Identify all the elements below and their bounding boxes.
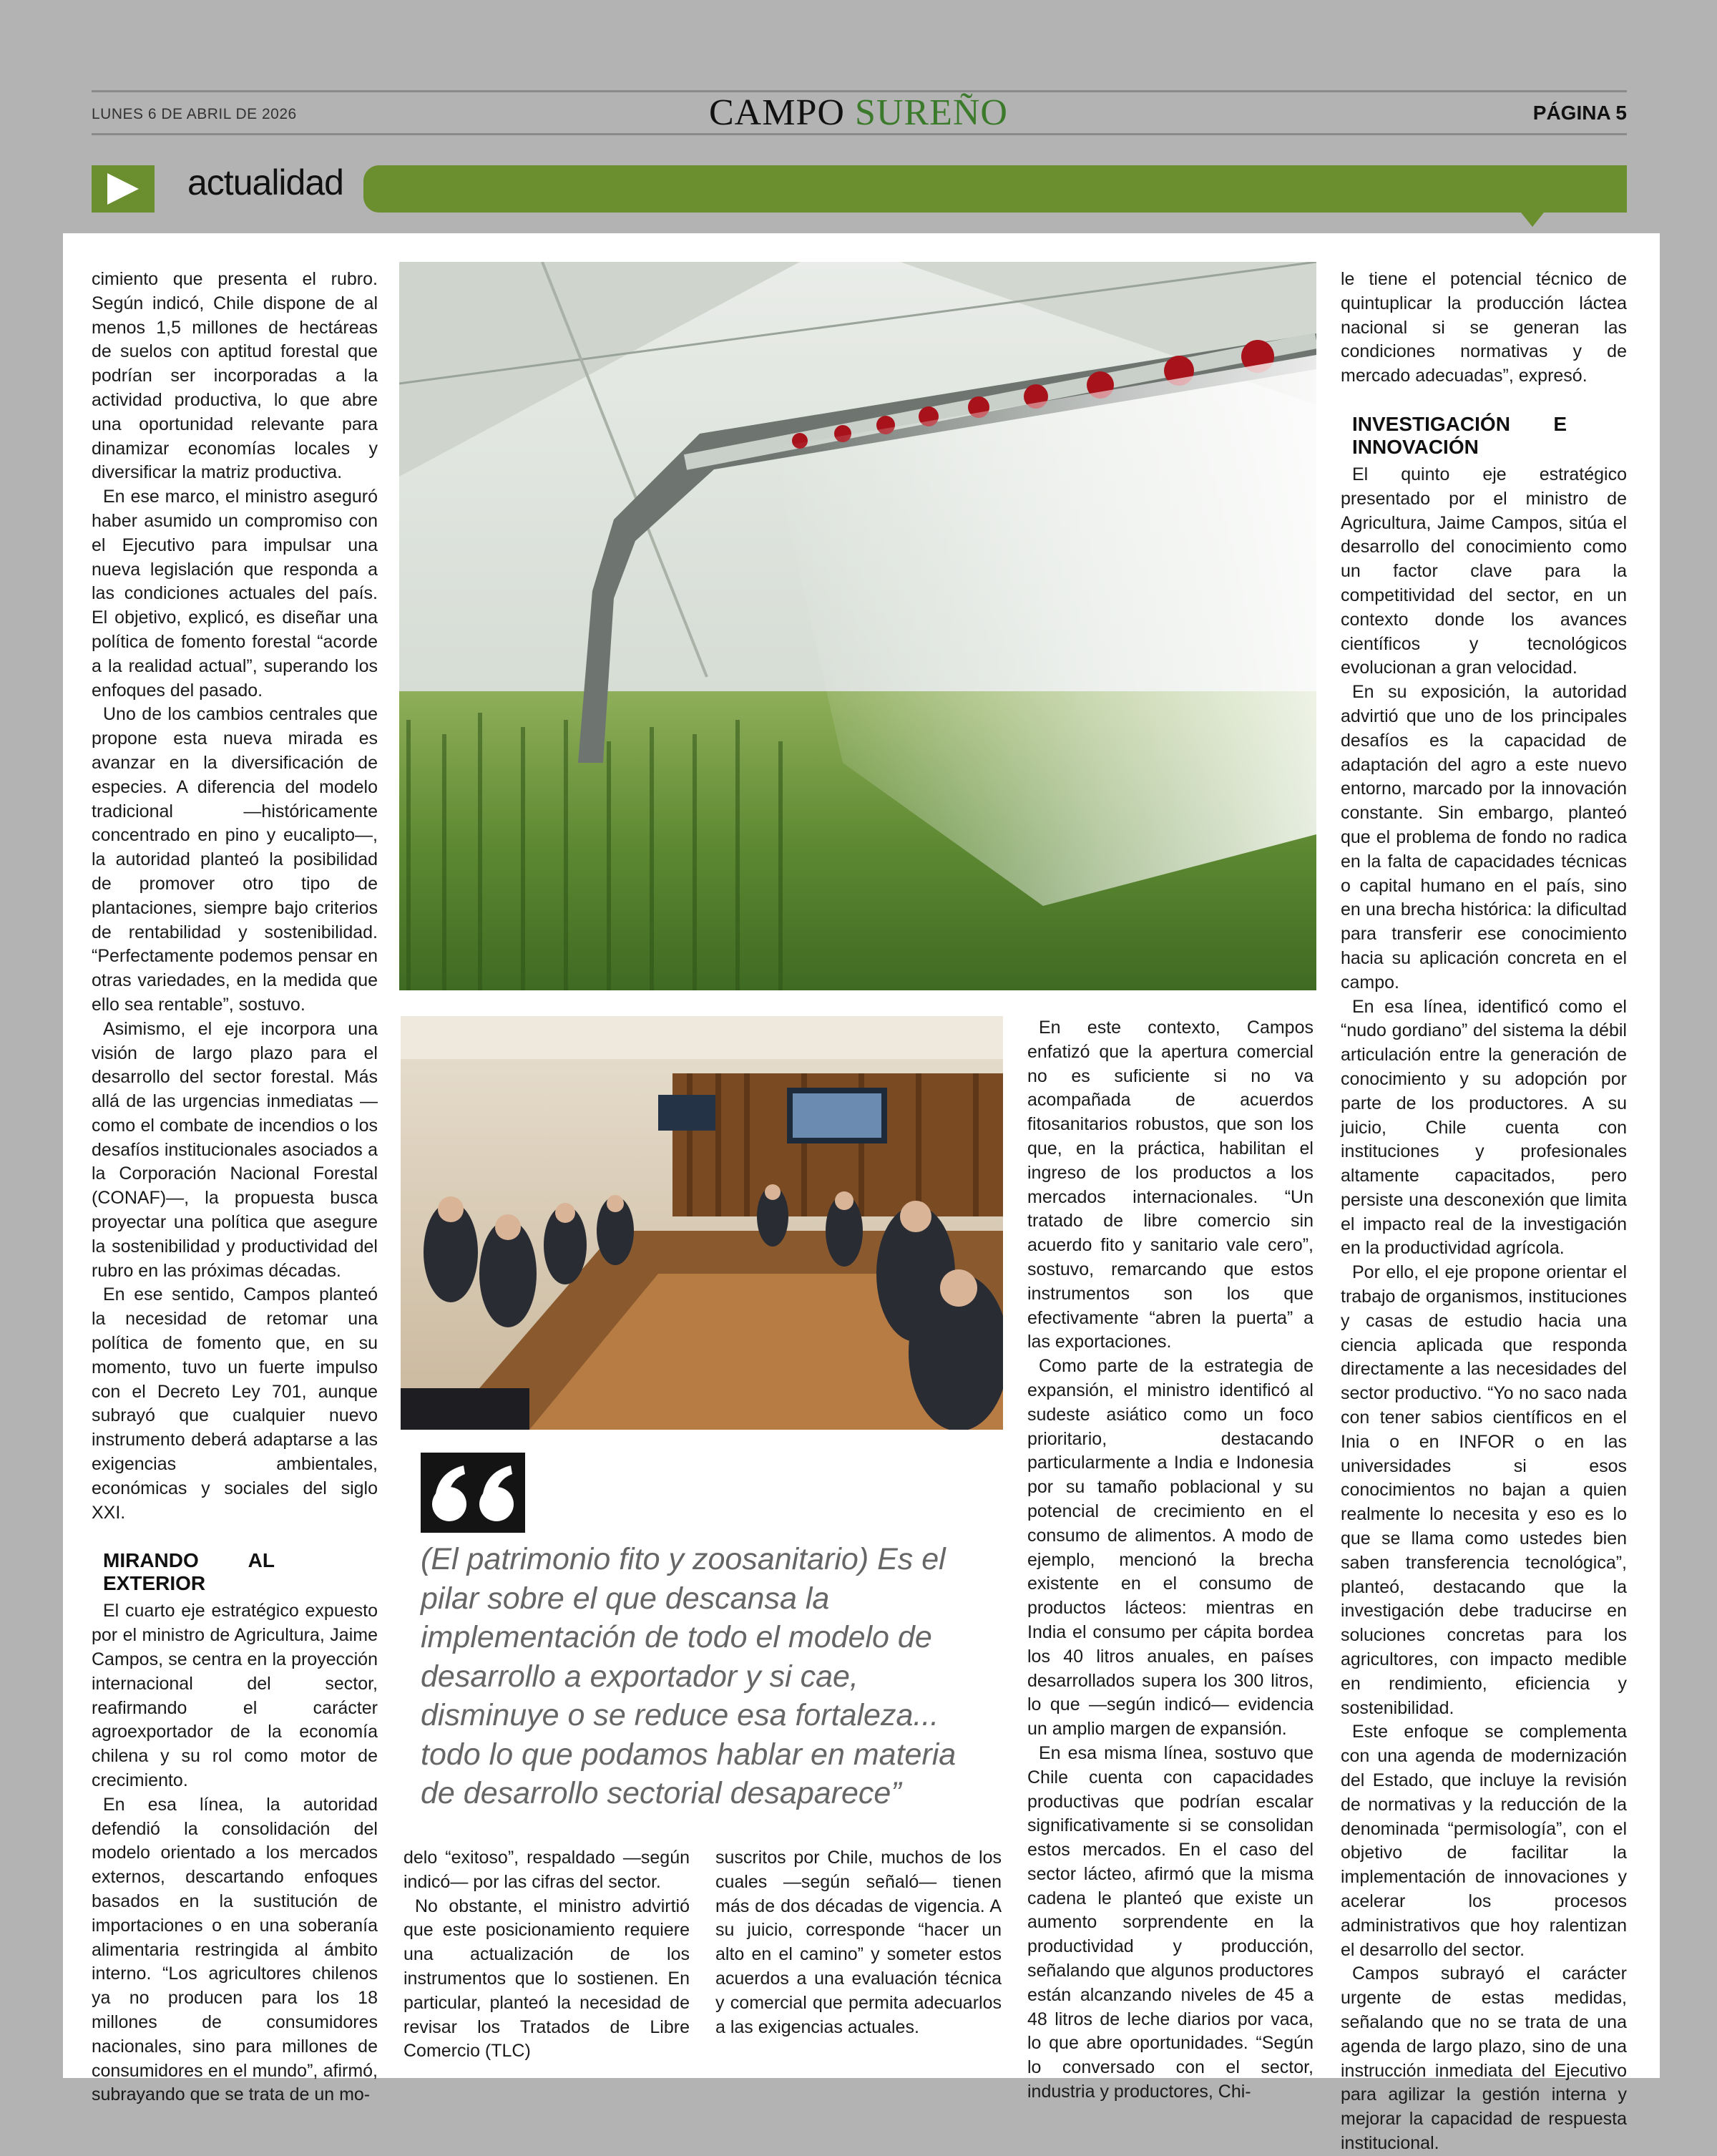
section-label: actualidad — [187, 162, 343, 203]
paragraph: En esa misma línea, sostuvo que Chile cuenta con capacidades productivas que podrían escalar significativamente si se consolidan estos mercados. En el caso del sector lácteo, afirmó que la misma cadena le planteó que existe un aumento sorprendente en la productividad y producción, señalando que algunos productores están alcanzando niveles de 45 a 48 litros de leche diarios por vaca, lo que abre oportunidades. “Según lo conversado con el sector, industria y productores, Chi- — [1027, 1742, 1314, 2102]
paragraph: Asimismo, el eje incorpora una visión de largo plazo para el desarrollo del sector forestal. Más allá de las urgencias inmediatas —como el combate de incendios o los desafíos institucionales asociados a la Corporación Nacional Forestal (CONAF)—, la propuesta busca proyectar una política que asegure la sostenibilidad y productividad del rubro en las próximas décadas. — [92, 1018, 378, 1281]
masthead-sureno: SUREÑO — [854, 92, 1008, 133]
pull-quote: (El patrimonio fito y zoosanitario) Es el pilar sobre el que descansa la implementación de todo el modelo de desarrollo a exportador y si cae, disminuye o se reduce esa fortaleza... todo lo que podamos hablar en materia de desarrollo sectorial desaparece” — [421, 1542, 957, 1810]
paragraph: Este enfoque se complementa con una agenda de modernización del Estado, que incluye la revisión de normativas y la reducción de la denominada “permisología”, con el objetivo de facilitar la implementación de innovaciones y acelerar los procesos administrativos que hoy ralentizan el desarrollo del sector. — [1341, 1722, 1627, 1960]
issue-date: LUNES 6 DE ABRIL DE 2026 — [92, 106, 297, 122]
paragraph: En esa línea, la autoridad defendió la consolidación del modelo orientado a los mercados externos, descartando enfoques basados en la sustitución de importaciones o en una soberanía alimentaria restringida al ámbito interno. “Los agricultores chilenos ya no producen para los 18 millones de consumidores nacionales, sino para millones de consumidores en el mundo”, afirmó, subrayando que se trata de un mo- — [92, 1794, 378, 2105]
paragraph: No obstante, el ministro advirtió que este posicionamiento requiere una actualización de los instrumentos que lo sostienen. En particular, planteó la necesidad de revisar los Tratados de Libre Comercio (TLC) — [403, 1896, 690, 2062]
subhead-mirando: MIRANDO AL EXTERIOR — [103, 1549, 275, 1595]
paragraph: En ese marco, el ministro aseguró haber asumido un compromiso con el Ejecutivo para impulsar una nueva legislación que responda a las condiciones actuales del país. El objetivo, explicó, es diseñar una política de fomento forestal “acorde a la realidad actual”, superando los enfoques del pasado. — [92, 487, 378, 701]
irrigation-photo — [399, 262, 1316, 990]
paragraph: Como parte de la estrategia de expansión, el ministro identificó al sudeste asiático como un foco prioritario, destacando particularmente a India e Indonesia por su tamaño poblacional y su potencial de crecimiento en el consumo de alimentos. A modo de ejemplo, mencionó la brecha existente en el consumo de productos lácteos: mientras en India el consumo per cápita bordea los 40 litros anuales, en países desarrollados supera los 300 litros, lo que —según indicó— evidencia un amplio margen de expansión. — [1027, 1356, 1314, 1740]
column-2 — [403, 1846, 690, 2064]
paragraph: Campos subrayó el carácter urgente de estas medidas, señalando que no se trata de una agenda de largo plazo, sino de una instrucción inmediata del Ejecutivo para agilizar la gestión interna y mejorar la capacidad de respuesta institucional. — [1341, 1964, 1627, 2153]
paragraph: Uno de los cambios centrales que propone esta nueva mirada es avanzar en la diversificación de especies. A diferencia del modelo tradicional —históricamente concentrado en pino y eucalipto—, la autoridad planteó la posibilidad de promover otro tipo de plantaciones, siempre bajo criterios de rentabilidad y sostenibilidad. “Perfectamente podemos pensar en otras variedades, en la medida que ello sea rentable”, sostuvo. — [92, 704, 378, 1015]
paragraph: El cuarto eje estratégico expuesto por el ministro de Agricultura, Jaime Campos, se centra en la proyección internacional del sector, reafirmando el carácter agroexportador de la economía chilena y su rol como motor de crecimiento. — [92, 1601, 378, 1791]
paragraph: suscritos por Chile, muchos de los cuales —según señaló— tienen más de dos décadas de vigencia. A su juicio, corresponde “hacer un alto en el camino” y someter estos acuerdos a una evaluación técnica y comercial que permita adecuarlos a las exigencias actuales. — [715, 1848, 1002, 2037]
subhead-investigacion: INVESTIGACIÓN E INNOVACIÓN — [1352, 412, 1567, 458]
paragraph: delo “exitoso”, respaldado —según indicó— por las cifras del sector. — [403, 1848, 690, 1892]
column-4 — [1027, 1016, 1314, 2104]
paragraph: En este contexto, Campos enfatizó que la apertura comercial no es suficiente si no va acompañada de acuerdos fitosanitarios robustos, que son los que, en la práctica, habilitan el ingreso de los productos a los mercados internacionales. “Un tratado de libre comercio sin acuerdo fito y sanitario vale cero”, sostuvo, remarcando que estos instrumentos son los que efectivamente “abren la puerta” a las exportaciones. — [1027, 1018, 1314, 1352]
band-notch — [1521, 213, 1544, 227]
paragraph: El quinto eje estratégico presentado por el ministro de Agricultura, Jaime Campos, sitúa el desarrollo del conocimiento como un factor clave para la competitividad del sector, en un contexto donde los avances científicos y tecnológicos evolucionan a gran velocidad. — [1341, 464, 1627, 678]
column-1 — [92, 268, 378, 2107]
section-band — [363, 165, 1627, 213]
masthead-campo: CAMPO — [709, 92, 845, 133]
quote-mark-icon — [421, 1453, 525, 1533]
paragraph: En su exposición, la autoridad advirtió que uno de los principales desafíos es la capacidad de adaptación del agro a este nuevo entorno, marcado por la innovación constante. Sin embargo, planteó que el problema de fondo no radica en la falta de capacidades técnicas o capital humano en el país, sino en una brecha histórica: la dificultad para transferir ese conocimiento hacia su aplicación concreta en el campo. — [1341, 682, 1627, 992]
page-number: PÁGINA 5 — [1532, 102, 1627, 124]
masthead — [0, 92, 1717, 134]
paragraph: cimiento que presenta el rubro. Según indicó, Chile dispone de al menos 1,5 millones de hectáreas de suelos con aptitud forestal que podrían ser incorporadas a la actividad productiva, lo que abre una oportunidad relevante para dinamizar economías locales y diversificar la matriz productiva. — [92, 269, 378, 483]
paragraph: Por ello, el eje propone orientar el trabajo de organismos, instituciones y casas de estudio hacia una ciencia aplicada que responda directamente a las necesidades del sector productivo. “Yo no saco nada con tener sabios científicos en el Inia o en INFOR o en las universidades si esos conocimientos no bajan a quien realmente lo necesita y eso es lo que se llama como ustedes bien saben transferencia tecnológica”, planteó, destacando que la investigación debe traducirse en soluciones concretas para los agricultores, con impacto medible en rendimiento, eficiencia y sostenibilidad. — [1341, 1262, 1627, 1718]
paragraph: le tiene el potencial técnico de quintuplicar la producción láctea nacional si se generan las condiciones normativas y de mercado adecuadas”, expresó. — [1341, 269, 1627, 386]
play-arrow-icon — [107, 173, 139, 205]
paragraph: En ese sentido, Campos planteó la necesidad de retomar una política de fomento que, en su momento, tuvo un fuerte impulso con el Decreto Ley 701, aunque subrayó que cualquier nuevo instrumento deberá adaptarse a las exigencias ambientales, económicas y sociales del siglo XXI. — [92, 1284, 378, 1523]
paragraph: En esa línea, identificó como el “nudo gordiano” del sistema la débil articulación entre la generación de conocimiento y su adopción por parte de los productores. A su juicio, Chile cuenta con instituciones y profesionales altamente capacitados, pero persiste una desconexión que limita el impacto real de la investigación en la productividad agrícola. — [1341, 996, 1627, 1259]
column-5 — [1341, 268, 1627, 2156]
meeting-photo — [401, 1016, 1003, 1430]
column-3 — [715, 1846, 1002, 2039]
